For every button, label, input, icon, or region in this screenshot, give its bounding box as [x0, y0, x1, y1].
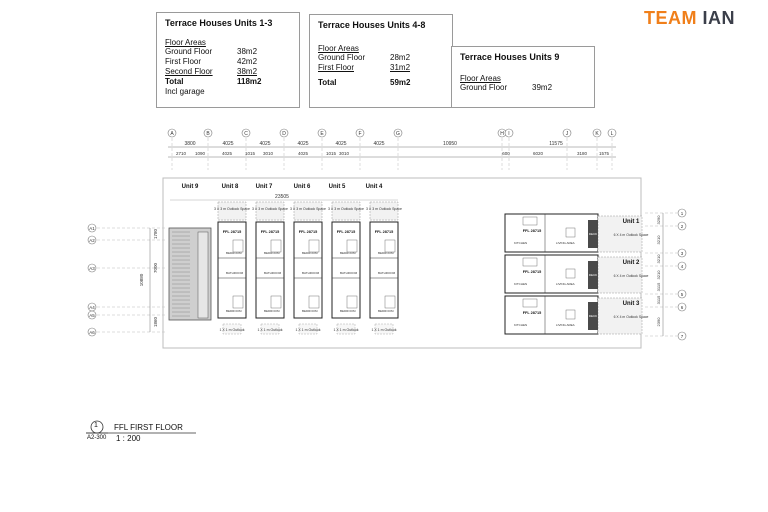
room-label: LIVING AREA — [556, 323, 575, 327]
grid-label: H — [500, 131, 504, 137]
schedule-total-value: 59m2 — [390, 78, 411, 87]
room-label: BATHROOM — [340, 271, 358, 275]
room-label: BEDROOM — [226, 309, 242, 313]
outlook-label: 3 X 3 m Outlook Space — [252, 207, 288, 211]
dimension-label: 3210 — [656, 270, 661, 280]
grid-label: 3 — [680, 251, 684, 256]
dimension-label: 3210 — [656, 254, 661, 264]
sheet-reference: A2-300 — [87, 435, 107, 441]
dimension-label: 6020 — [532, 151, 544, 156]
schedule-row-label: Ground Floor — [318, 53, 366, 62]
dimension-label: 4025 — [297, 151, 309, 156]
outlook-label: 3 X 3 m Outlook Space — [290, 207, 326, 211]
unit-walls — [505, 296, 598, 334]
room-label: BATHROOM — [302, 271, 320, 275]
unit-walls — [370, 222, 398, 318]
dimension-label: 3180 — [576, 151, 588, 156]
grid-label: J — [565, 131, 569, 137]
schedule-row-value: 42m2 — [237, 57, 258, 66]
dimension-label: 1780 — [153, 228, 158, 240]
dimension-label: 3115 — [656, 295, 661, 305]
ffl-label: FFL 28715 — [336, 230, 356, 234]
drawing-title-block — [86, 420, 196, 446]
room-label: BEDROOM — [264, 309, 280, 313]
unit-walls — [332, 222, 360, 318]
outlook-space — [370, 202, 398, 220]
unit-label: Unit 9 — [181, 184, 199, 190]
outlook-label: 6 X 4 m Outlook Space — [613, 233, 649, 237]
dimension-label: 4025 — [222, 141, 234, 147]
room-label: BEDROOM — [264, 251, 280, 255]
schedule-title: Terrace Houses Units 4-8 — [318, 20, 426, 30]
dimension-label: 1575 — [598, 151, 610, 156]
dimension-label: 4025 — [221, 151, 233, 156]
right-unit — [505, 296, 649, 334]
schedule-row-label: Ground Floor — [460, 83, 508, 92]
room-label: DECK — [588, 314, 598, 318]
dimension-label: 4025 — [373, 141, 385, 147]
dimension-label: 10950 — [443, 141, 457, 147]
room-label: DECK — [588, 232, 598, 236]
dimension-label: 11575 — [549, 141, 563, 147]
terrace-unit — [214, 202, 250, 334]
dimension-label: 1090 — [194, 151, 206, 156]
outlook-space — [332, 202, 360, 220]
grid-label: 5 — [680, 292, 684, 297]
dimension-label: 1860 — [153, 316, 158, 328]
outlook-label: 3 X 3 m Outlook Space — [214, 207, 250, 211]
grid-label: C — [244, 131, 248, 137]
schedule-row-label: Second Floor — [165, 67, 213, 76]
ffl-label: FFL 28715 — [374, 230, 394, 234]
room-label: BEDROOM — [302, 251, 318, 255]
right-unit — [505, 214, 649, 252]
grid-label: 1 — [680, 211, 684, 216]
room-label: BEDROOM — [302, 309, 318, 313]
logo-text-ian: IAN — [702, 8, 736, 28]
drawing-number: 1 — [94, 422, 98, 429]
unit-walls — [505, 214, 598, 252]
unit-label: Unit 1 — [622, 219, 640, 225]
grid-label: E — [320, 131, 324, 137]
right-unit — [505, 255, 649, 293]
ffl-label: FFL 28715 — [522, 311, 542, 315]
grid-label: A2 — [89, 238, 95, 243]
right-units — [505, 214, 649, 334]
terrace-unit — [252, 202, 288, 334]
stair-rail — [198, 232, 208, 318]
unit-label: Unit 5 — [328, 184, 346, 190]
unit-walls — [256, 222, 284, 318]
unit-label: Unit 7 — [255, 184, 273, 190]
room-label: BATHROOM — [226, 271, 244, 275]
overall-dimension-label: 23505 — [275, 194, 289, 200]
outlook-label: 1 X 1 m Outlook — [219, 328, 245, 332]
outlook-space — [218, 202, 246, 220]
grid-label: D — [282, 131, 286, 137]
dimension-label: 2710 — [175, 151, 187, 156]
grid-label: A3 — [89, 266, 95, 271]
drawing-scale: 1 : 200 — [116, 434, 141, 443]
room-label: BATHROOM — [378, 271, 396, 275]
grid-label: L — [610, 131, 614, 137]
dimension-label: 4025 — [335, 141, 347, 147]
grid-label: 2 — [680, 224, 684, 229]
unit-walls — [294, 222, 322, 318]
dimension-label: 7000 — [153, 262, 158, 274]
outlook-label: 1 X 1 m Outlook — [371, 328, 397, 332]
outlook-space — [294, 202, 322, 220]
unit-label: Unit 3 — [622, 301, 640, 307]
grid-label: 7 — [680, 334, 684, 339]
room-label: BEDROOM — [378, 251, 394, 255]
schedule-note: Incl garage — [165, 87, 205, 96]
outlook-label: 3 X 3 m Outlook Space — [366, 207, 402, 211]
drawing-title: FFL FIRST FLOOR — [114, 423, 183, 432]
outlook-label: 3 X 3 m Outlook Space — [328, 207, 364, 211]
schedule-row-value: 39m2 — [532, 83, 553, 92]
room-label: DECK — [588, 273, 598, 277]
dimension-label: 2390 — [656, 317, 661, 327]
schedule-row-label: First Floor — [165, 57, 201, 66]
outlook-label: 6 X 4 m Outlook Space — [613, 274, 649, 278]
ffl-label: FFL 28715 — [522, 229, 542, 233]
schedule-title: Terrace Houses Units 1-3 — [165, 18, 273, 28]
ffl-label: FFL 28715 — [522, 270, 542, 274]
terrace-unit — [328, 202, 364, 334]
schedule-row-value: 31m2 — [390, 63, 411, 72]
room-label: LIVING AREA — [556, 241, 575, 245]
grid-label: A1 — [89, 226, 95, 231]
grid-label: 4 — [680, 264, 684, 269]
grid-label: A4 — [89, 305, 95, 310]
room-label: KITCHEN — [514, 282, 528, 286]
room-label: BATHROOM — [264, 271, 282, 275]
schedule-section: Floor Areas — [318, 44, 359, 53]
grid-label: G — [396, 131, 400, 137]
terrace-unit — [290, 202, 326, 334]
ffl-label: FFL 28715 — [298, 230, 318, 234]
ffl-label: FFL 28715 — [260, 230, 280, 234]
room-label: BEDROOM — [340, 309, 356, 313]
unit-walls — [218, 222, 246, 318]
schedule-total-label: Total — [165, 77, 184, 86]
unit-label: Unit 4 — [365, 184, 383, 190]
grid-label: A — [170, 131, 174, 137]
room-label: KITCHEN — [514, 323, 528, 327]
schedule-row-label: First Floor — [318, 63, 354, 72]
dimension-label: 4025 — [297, 141, 309, 147]
stair-block — [169, 228, 211, 320]
outlook-space — [256, 202, 284, 220]
unit-label: Unit 6 — [293, 184, 311, 190]
outlook-label: 1 X 1 m Outlook — [257, 328, 283, 332]
schedule-title: Terrace Houses Units 9 — [460, 52, 560, 62]
dimension-label: 4025 — [259, 141, 271, 147]
grid-label: K — [595, 131, 599, 137]
schedule-row-label: Ground Floor — [165, 47, 213, 56]
dimension-label: 3010 — [338, 151, 350, 156]
terrace-unit — [366, 202, 402, 334]
grid-label: F — [358, 131, 362, 137]
outlook-label: 6 X 4 m Outlook Space — [613, 315, 649, 319]
room-label: BEDROOM — [378, 309, 394, 313]
dimension-label: 3800 — [184, 141, 196, 147]
dimension-label: 3290 — [656, 215, 661, 225]
terrace-units — [214, 202, 402, 334]
schedule-row-value: 38m2 — [237, 67, 258, 76]
grid-label: B — [206, 131, 210, 137]
unit-walls — [505, 255, 598, 293]
unit-label: Unit 8 — [221, 184, 239, 190]
schedule-row-value: 28m2 — [390, 53, 411, 62]
schedule-section: Floor Areas — [165, 38, 206, 47]
logo-text-team: TEAM — [644, 8, 697, 28]
dimension-label: 1015 — [325, 151, 337, 156]
outlook-label: 1 X 1 m Outlook — [295, 328, 321, 332]
room-label: BEDROOM — [226, 251, 242, 255]
outlook-label: 1 X 1 m Outlook — [333, 328, 359, 332]
schedule-section: Floor Areas — [460, 74, 501, 83]
schedule-row-value: 38m2 — [237, 47, 258, 56]
room-label: KITCHEN — [514, 241, 528, 245]
ffl-label: FFL 28715 — [222, 230, 242, 234]
dimension-label: 1015 — [244, 151, 256, 156]
dimension-label: 3115 — [656, 282, 661, 292]
dimension-label: 3010 — [262, 151, 274, 156]
schedule-total-label: Total — [318, 78, 337, 87]
dimension-label: 3210 — [656, 235, 661, 245]
room-label: LIVING AREA — [556, 282, 575, 286]
grid-label: I — [508, 131, 510, 137]
dimension-label: 600 — [502, 151, 510, 156]
grid-label: A5 — [89, 313, 95, 318]
unit-label: Unit 2 — [622, 260, 640, 266]
dimension-label: 10880 — [139, 273, 144, 287]
grid-label: A6 — [89, 330, 95, 335]
room-label: BEDROOM — [340, 251, 356, 255]
grid-label: 6 — [680, 305, 684, 310]
schedule-total-value: 118m2 — [237, 77, 262, 86]
